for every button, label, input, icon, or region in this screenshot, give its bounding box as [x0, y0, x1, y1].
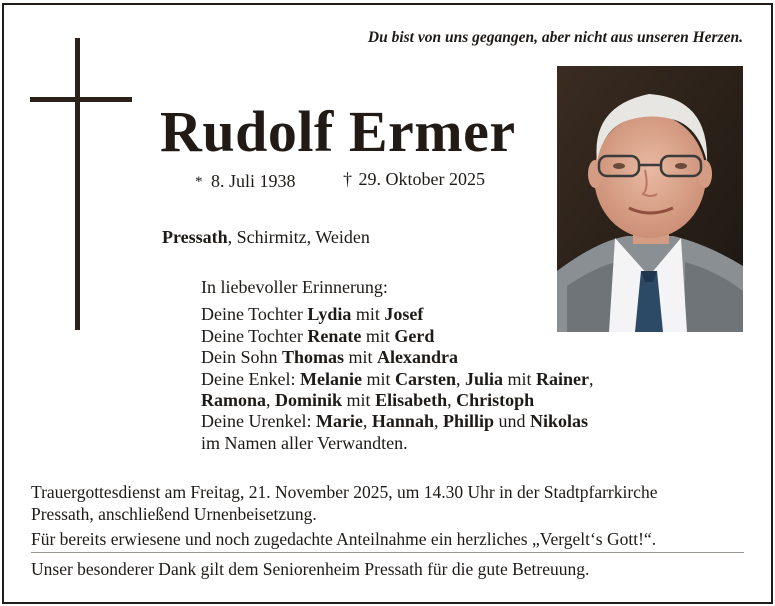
mourner-name: Alexandra	[377, 347, 459, 368]
service-line-1: Trauergottesdienst am Freitag, 21. November 2025, um 14.30 Uhr in der Stadtpfarrkirche	[31, 482, 658, 502]
mourner-text: Deine Enkel:	[201, 368, 300, 389]
mourner-name: Ramona	[201, 390, 267, 411]
mourner-text: im Namen aller Verwandten.	[201, 432, 408, 453]
place-rest: , Schirmitz, Weiden	[227, 227, 370, 247]
mourner-name: Christoph	[456, 390, 535, 411]
mourner-line	[201, 326, 594, 347]
mourner-text: mit	[361, 368, 395, 389]
mourners-intro: In liebevoller Erinnerung:	[201, 277, 388, 297]
mourner-text: Deine Tochter	[201, 304, 308, 325]
mourner-line	[201, 304, 594, 325]
mourner-name: Dominik	[275, 390, 343, 411]
mourner-text: mit	[344, 347, 378, 368]
thanks-text: Für bereits erwiesene und noch zugedachte Anteilnahme ein herzliches „Vergelt‘s Gott!“.	[31, 529, 657, 549]
mourner-text: Deine Tochter	[201, 325, 308, 346]
birth-date-text: 8. Juli 1938	[211, 171, 296, 191]
mourner-name: Gerd	[394, 325, 435, 346]
mourner-name: Lydia	[307, 304, 352, 325]
places	[162, 227, 370, 248]
mourner-name: Phillip	[442, 411, 494, 432]
mourner-name: Elisabeth	[375, 390, 448, 411]
special-thanks-text: Unser besonderer Dank gilt dem Seniorenheim Pressath für die gute Betreuung.	[31, 559, 590, 579]
death-date	[343, 169, 485, 190]
service-line-2: Pressath, anschließend Urnenbeisetzung.	[31, 503, 317, 524]
mourner-text: ,	[362, 411, 372, 432]
mourner-line	[201, 390, 594, 411]
mourner-text: Dein Sohn	[201, 347, 282, 368]
place-main: Pressath	[162, 227, 228, 247]
mourner-name: Carsten	[394, 368, 456, 389]
mourner-text: mit	[351, 304, 385, 325]
mourner-name: Julia	[464, 368, 503, 389]
mourner-text: mit	[361, 325, 395, 346]
service-info	[31, 482, 751, 525]
mourner-name: Rainer	[536, 368, 589, 389]
mourners-block	[201, 277, 594, 454]
mourner-line	[201, 347, 594, 368]
deceased-name: Rudolf Ermer	[160, 99, 516, 164]
motto-text: Du bist von uns gegangen, aber nicht aus unseren Herzen.	[367, 29, 743, 46]
death-date-text: 29. Oktober 2025	[358, 169, 485, 189]
mourner-name: Josef	[384, 304, 424, 325]
divider	[31, 552, 744, 553]
mourner-name: Melanie	[299, 368, 362, 389]
birth-star-icon: *	[195, 174, 203, 190]
mourner-line	[201, 433, 594, 454]
mourner-line	[201, 369, 594, 390]
mourner-name: Hannah	[371, 411, 434, 432]
mourner-text: mit	[342, 390, 376, 411]
cross-icon	[30, 38, 132, 330]
mourner-name: Marie	[315, 411, 363, 432]
mourner-text: ,	[266, 390, 276, 411]
death-dagger-icon: †	[343, 169, 352, 189]
mourner-text: ,	[433, 411, 443, 432]
birth-date	[195, 171, 296, 192]
mourner-text: mit	[502, 368, 536, 389]
mourner-name: Nikolas	[530, 411, 589, 432]
mourner-lines	[201, 304, 594, 454]
mourner-line	[201, 411, 594, 432]
mourner-text: ,	[455, 368, 465, 389]
mourner-text: Deine Urenkel:	[201, 411, 316, 432]
mourner-text: und	[494, 411, 530, 432]
mourner-text: ,	[589, 368, 594, 389]
mourner-name: Renate	[307, 325, 362, 346]
mourner-text: ,	[447, 390, 457, 411]
mourner-name: Thomas	[282, 347, 345, 368]
